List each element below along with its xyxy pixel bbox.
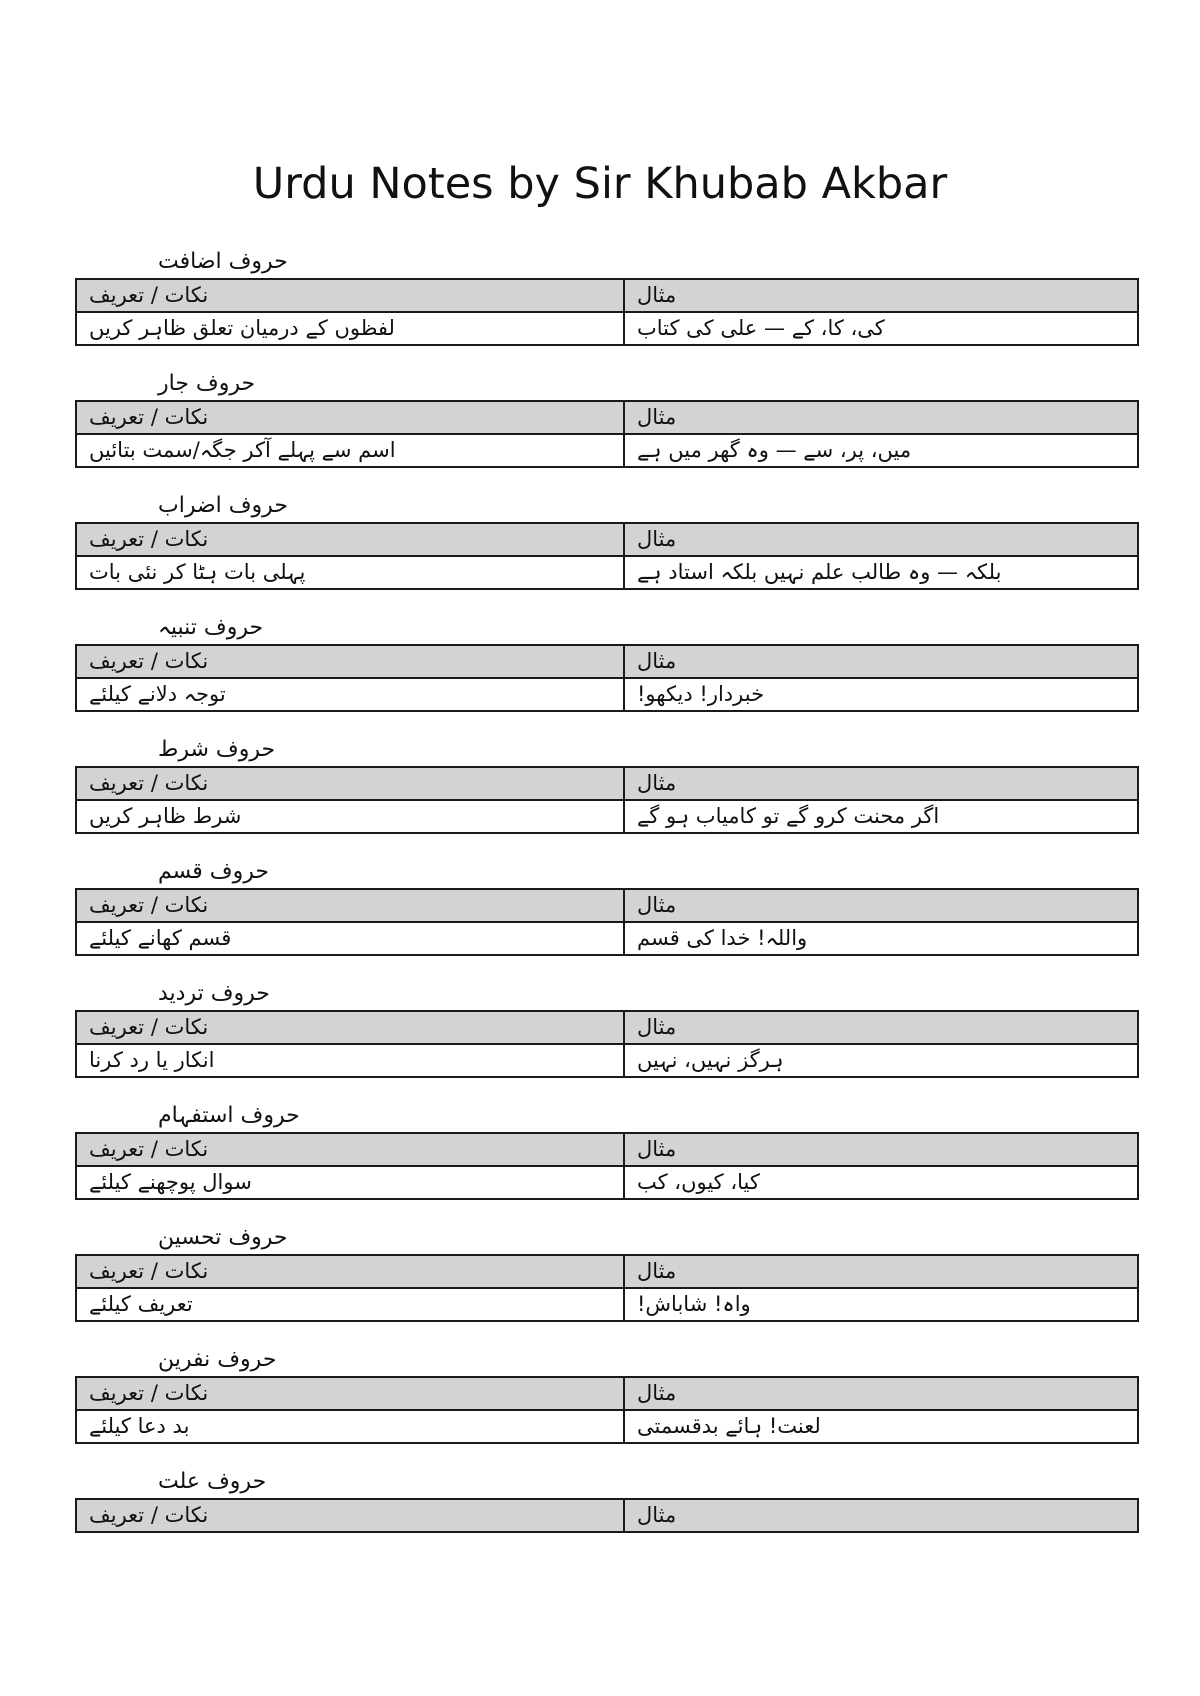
- column-header-example: مثال: [624, 1255, 1138, 1288]
- definition-cell: شرط ظاہر کریں: [76, 800, 624, 833]
- column-header-example: مثال: [624, 279, 1138, 312]
- table-row: [76, 1288, 1138, 1321]
- table-row: [76, 800, 1138, 833]
- column-header-example: مثال: [624, 1499, 1138, 1532]
- column-header-definition: نکات / تعریف: [76, 401, 624, 434]
- notes-table: [75, 888, 1139, 956]
- table-header-row: [76, 1377, 1138, 1410]
- example-cell: بلکہ — وہ طالب علم نہیں بلکہ استاد ہے: [624, 556, 1138, 589]
- notes-table: [75, 1498, 1139, 1533]
- example-cell: ہرگز نہیں، نہیں: [624, 1044, 1138, 1077]
- definition-cell: لفظوں کے درمیان تعلق ظاہر کریں: [76, 312, 624, 345]
- column-header-example: مثال: [624, 1011, 1138, 1044]
- table-header-row: [76, 1499, 1138, 1532]
- definition-cell: بد دعا کیلئے: [76, 1410, 624, 1443]
- table-header-row: [76, 1011, 1138, 1044]
- notes-table: [75, 1254, 1139, 1322]
- example-cell: لعنت! ہائے بدقسمتی: [624, 1410, 1138, 1443]
- table-header-row: [76, 279, 1138, 312]
- column-header-definition: نکات / تعریف: [76, 523, 624, 556]
- example-cell: خبردار! دیکھو!: [624, 678, 1138, 711]
- section-heading: حروف شرط: [158, 737, 276, 762]
- notes-table: [75, 644, 1139, 712]
- notes-table: [75, 400, 1139, 468]
- notes-table: [75, 1010, 1139, 1078]
- column-header-definition: نکات / تعریف: [76, 889, 624, 922]
- table-header-row: [76, 523, 1138, 556]
- section-heading: حروف علت: [158, 1469, 267, 1494]
- column-header-definition: نکات / تعریف: [76, 645, 624, 678]
- section-heading: حروف قسم: [158, 859, 269, 884]
- section-huroof-qasam: [75, 856, 1137, 978]
- definition-cell: اسم سے پہلے آکر جگہ/سمت بتائیں: [76, 434, 624, 467]
- section-huroof-izafat: [75, 246, 1137, 368]
- table-row: [76, 312, 1138, 345]
- notes-table: [75, 522, 1139, 590]
- table-row: [76, 1410, 1138, 1443]
- section-heading: حروف تردید: [158, 981, 270, 1006]
- example-cell: واہ! شاباش!: [624, 1288, 1138, 1321]
- notes-sections: [75, 246, 1137, 1588]
- section-heading: حروف اضراب: [158, 493, 288, 518]
- table-row: [76, 556, 1138, 589]
- definition-cell: توجہ دلانے کیلئے: [76, 678, 624, 711]
- section-heading: حروف تنبیہ: [158, 615, 264, 640]
- column-header-definition: نکات / تعریف: [76, 767, 624, 800]
- section-heading: حروف استفہام: [158, 1103, 300, 1128]
- example-cell: میں، پر، سے — وہ گھر میں ہے: [624, 434, 1138, 467]
- table-header-row: [76, 645, 1138, 678]
- example-cell: کی، کا، کے — علی کی کتاب: [624, 312, 1138, 345]
- section-huroof-shart: [75, 734, 1137, 856]
- section-huroof-jar: [75, 368, 1137, 490]
- section-huroof-illat: [75, 1466, 1137, 1588]
- section-huroof-nafreen: [75, 1344, 1137, 1466]
- column-header-definition: نکات / تعریف: [76, 1377, 624, 1410]
- example-cell: واللہ! خدا کی قسم: [624, 922, 1138, 955]
- table-header-row: [76, 1133, 1138, 1166]
- notes-table: [75, 766, 1139, 834]
- column-header-example: مثال: [624, 645, 1138, 678]
- section-heading: حروف تحسین: [158, 1225, 288, 1250]
- section-heading: حروف نفرین: [158, 1347, 277, 1372]
- section-huroof-tardeed: [75, 978, 1137, 1100]
- column-header-example: مثال: [624, 401, 1138, 434]
- column-header-example: مثال: [624, 1133, 1138, 1166]
- table-header-row: [76, 767, 1138, 800]
- section-heading: حروف اضافت: [158, 249, 288, 274]
- table-row: [76, 434, 1138, 467]
- section-huroof-tehseen: [75, 1222, 1137, 1344]
- page-title: Urdu Notes by Sir Khubab Akbar: [252, 159, 948, 209]
- section-huroof-istifham: [75, 1100, 1137, 1222]
- table-row: [76, 1044, 1138, 1077]
- column-header-definition: نکات / تعریف: [76, 279, 624, 312]
- section-heading: حروف جار: [158, 371, 256, 396]
- column-header-definition: نکات / تعریف: [76, 1499, 624, 1532]
- table-header-row: [76, 889, 1138, 922]
- example-cell: اگر محنت کرو گے تو کامیاب ہو گے: [624, 800, 1138, 833]
- table-header-row: [76, 1255, 1138, 1288]
- column-header-definition: نکات / تعریف: [76, 1255, 624, 1288]
- notes-table: [75, 1376, 1139, 1444]
- notes-table: [75, 278, 1139, 346]
- table-header-row: [76, 401, 1138, 434]
- section-huroof-izraab: [75, 490, 1137, 612]
- notes-table: [75, 1132, 1139, 1200]
- column-header-example: مثال: [624, 523, 1138, 556]
- example-cell: کیا، کیوں، کب: [624, 1166, 1138, 1199]
- definition-cell: پہلی بات ہٹا کر نئی بات: [76, 556, 624, 589]
- column-header-definition: نکات / تعریف: [76, 1011, 624, 1044]
- definition-cell: قسم کھانے کیلئے: [76, 922, 624, 955]
- section-huroof-tanbeeh: [75, 612, 1137, 734]
- column-header-example: مثال: [624, 767, 1138, 800]
- definition-cell: تعریف کیلئے: [76, 1288, 624, 1321]
- table-row: [76, 678, 1138, 711]
- column-header-example: مثال: [624, 1377, 1138, 1410]
- definition-cell: انکار یا رد کرنا: [76, 1044, 624, 1077]
- column-header-definition: نکات / تعریف: [76, 1133, 624, 1166]
- table-row: [76, 922, 1138, 955]
- definition-cell: سوال پوچھنے کیلئے: [76, 1166, 624, 1199]
- table-row: [76, 1166, 1138, 1199]
- column-header-example: مثال: [624, 889, 1138, 922]
